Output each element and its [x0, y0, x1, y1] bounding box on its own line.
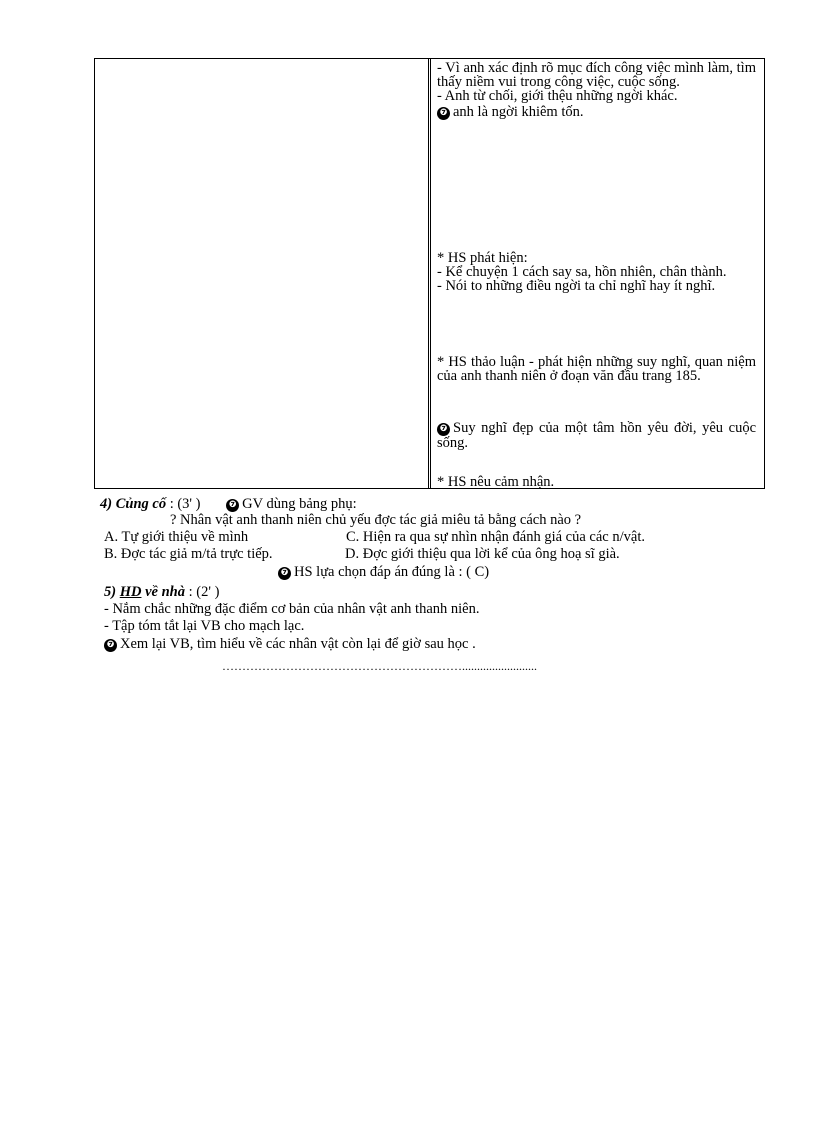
arrow-bullet-icon: ❼	[278, 567, 291, 580]
separator-dots: …………………………………………………….........................	[222, 659, 537, 673]
arrow-bullet-icon: ❼	[104, 639, 117, 652]
option-a: A. Tự giới thiệu về mình	[104, 529, 249, 545]
cung-co-heading: 4) Củng cố	[100, 496, 167, 512]
option-d: D. Đợc giới thiệu qua lời kể của ông hoạ sĩ già.	[345, 546, 620, 562]
right-paragraph-4-title: * HS phát hiện:	[437, 250, 528, 266]
hd-line-3: ❼ Xem lại VB, tìm hiểu về các nhân vật còn lại để giờ sau học .	[104, 636, 476, 653]
right-paragraph-5: * HS thảo luận - phát hiện những suy nghĩ, quan niệm của anh thanh niên ở đoạn văn đầu trang 185.	[437, 354, 756, 384]
option-b: B. Đợc tác giả m/tả trực tiếp.	[104, 546, 273, 562]
right-paragraph-2: - Anh từ chối, giới thệu những ngời khác.	[437, 88, 678, 104]
right-paragraph-7: * HS nêu cảm nhận.	[437, 474, 555, 488]
cung-co-intro: GV dùng bảng phụ:	[242, 496, 357, 512]
table-right-cell	[430, 59, 764, 488]
hd-heading-num: 5)	[104, 584, 117, 600]
lesson-table	[94, 58, 765, 489]
arrow-bullet-icon: ❼	[437, 423, 450, 436]
hd-heading-line	[104, 584, 219, 601]
hd-time: : (2' )	[188, 584, 220, 600]
right-paragraph-4-line-1: - Kể chuyện 1 cách say sa, hồn nhiên, chân thành.	[437, 264, 727, 280]
hd-line-2: - Tập tóm tắt lại VB cho mạch lạc.	[104, 618, 305, 634]
arrow-bullet-icon: ❼	[226, 499, 239, 512]
cung-co-question: ? Nhân vật anh thanh niên chủ yếu đợc tác giả miêu tả bằng cách nào ?	[170, 512, 582, 528]
cung-co-answer: ❼ HS lựa chọn đáp án đúng là : ( C)	[278, 564, 489, 581]
hd-heading-hd: HD	[119, 584, 142, 600]
cung-co-heading-line	[100, 496, 357, 513]
hd-line-1: - Nắm chắc những đặc điểm cơ bản của nhân vật anh thanh niên.	[104, 601, 480, 617]
right-paragraph-1: - Vì anh xác định rõ mục đích công việc mình làm, tìm thấy niềm vui trong công việc, cuộc sống.	[437, 60, 756, 90]
table-left-cell	[95, 59, 429, 488]
hd-heading-rest: về nhà	[145, 584, 185, 600]
option-c: C. Hiện ra qua sự nhìn nhận đánh giá của các n/vật.	[346, 529, 645, 545]
cung-co-time: : (3' )	[169, 496, 201, 512]
right-paragraph-6: ❼ Suy nghĩ đẹp của một tâm hồn yêu đời, yêu cuộc sống.	[437, 420, 756, 451]
right-paragraph-4-line-2: - Nói to những điều ngời ta chỉ nghĩ hay ít nghĩ.	[437, 278, 716, 294]
arrow-bullet-icon: ❼	[437, 107, 450, 120]
right-paragraph-3: ❼ anh là ngời khiêm tốn.	[437, 105, 756, 120]
